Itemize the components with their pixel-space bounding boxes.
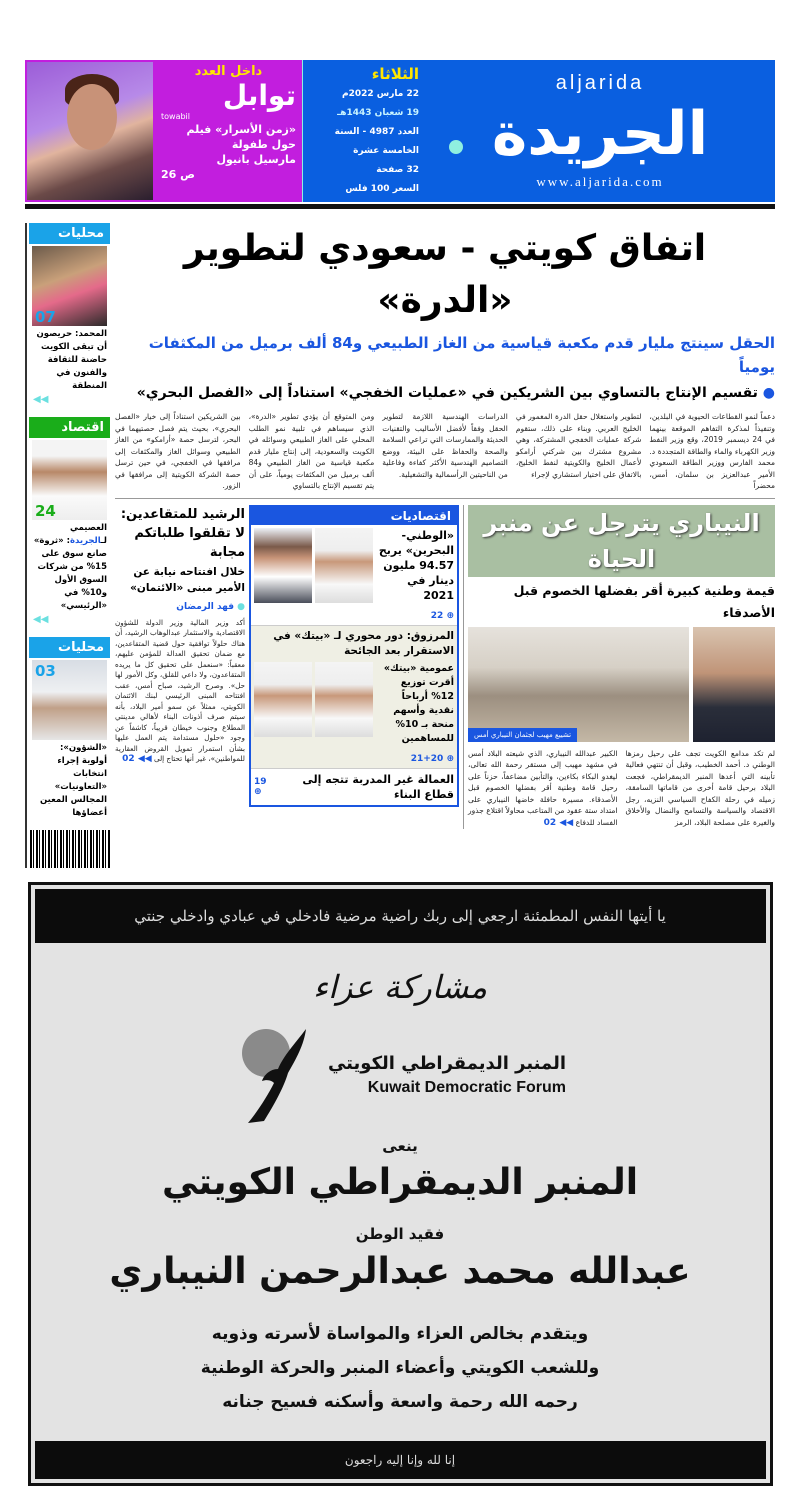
story-summary: عمومية «بيتك» أقرت توزيع 12% أرباحاً نقدية وأسهم منحة بـ 10% للمساهمين	[383, 662, 454, 744]
page-count: 32 صفحة	[376, 165, 419, 175]
quran-verse-banner: يا أيتها النفس المطمئنة ارجعي إلى ربك راضية مرضية فادخلي في عبادي وادخلي جنتي	[35, 889, 766, 943]
portrait-photo	[693, 627, 775, 742]
page-ref[interactable]: 21+20 ⊕	[410, 753, 454, 764]
author-name: فهد الرمضان	[176, 601, 234, 612]
sidebar-item-economy[interactable]	[29, 417, 110, 627]
economy-story[interactable]	[251, 525, 457, 626]
forum-name-arabic: المنبر الديمقراطي الكويتي	[327, 1053, 567, 1074]
website-link[interactable]: www.aljarida.com	[536, 174, 664, 189]
lead-body	[115, 411, 775, 499]
mourns-label: ينعى	[382, 1137, 418, 1155]
economy-story[interactable]	[251, 626, 457, 769]
lead-bullet	[115, 381, 775, 405]
issue-price: السعر 100 فلس	[345, 184, 419, 194]
page-number: 19	[254, 776, 267, 787]
logo-latin: aljarida	[555, 72, 645, 94]
condolence-line: ويتقدم بخالص العزاء والمواساة لأسرته وذويه	[211, 1324, 589, 1344]
page-number: 02	[543, 817, 557, 828]
page-number: 02	[122, 754, 135, 764]
issue-number: العدد 4987 - السنة الخامسة عشرة	[334, 127, 419, 156]
body-column	[468, 748, 618, 830]
forum-name-block	[328, 1051, 566, 1099]
body-column: لم تكد مدامع الكويت تجف على رحيل رمزها الوطني د. أحمد الخطيب، وقبل أن تنتهي فعالية تأبينه التي أعدها المنبر الديمقراطي، فجعت البلاد برحيل قامة أخرى من قاماتها السامقة، زميله في رحلة الكفاح السياسي النزيه، رجل الاقتصاد والسياسة والتسامح والنضال والأخلاق والغيرة على مصلحة البلاد، الرمز	[625, 748, 775, 827]
promo-brand-latin: towabil	[161, 112, 190, 121]
sidebar	[25, 223, 110, 868]
bullet-text: تقسيم الإنتاج بالتساوي بين الشريكين في «عمليات الخفجي» استناداً إلى «الفصل البحري»	[136, 385, 758, 401]
main-column	[115, 223, 775, 829]
forum-bird-logo-icon	[234, 1025, 314, 1125]
body-text: الكبير عبدالله النيباري، الذي شيعته البلاد أمس في مشهد مهيب إلى مستقر رحمة الله تعالى، ليغدو البكاء بكاءين، والتأبين مضاعفاً، حزناً على رحيل قامة وطنية أقر بفضلها الخصوم قبل الأصدقاء. مسيرة حافلة خاضها النيباري على امتداد ستة عقود من المتاعب محاولاً اقتلاع جذور الفساد للدفاع	[468, 748, 618, 827]
more-arrow-icon: ◀◀	[33, 394, 49, 405]
issue-day: الثلاثاء	[371, 65, 419, 83]
section-tab: محليات	[29, 637, 110, 658]
sidebar-item-local-2[interactable]	[29, 637, 110, 820]
page-ref[interactable]: 02 ◀◀	[122, 754, 152, 764]
newspaper-logo[interactable]	[425, 60, 775, 202]
bullet-icon: ●	[757, 385, 775, 401]
issue-info	[302, 60, 425, 202]
sidebar-item-local-1[interactable]	[29, 223, 110, 407]
sidebar-photo	[32, 440, 107, 520]
story-photos	[468, 627, 775, 742]
page-number: 22	[430, 610, 444, 621]
more-arrow-icon: ◀◀	[33, 614, 49, 625]
page-ref[interactable]: 02 ◀◀	[543, 817, 574, 828]
story-headline: المرزوق: دور محوري لـ «بيتك» في الاستقرار بعد الجائحة	[273, 629, 454, 657]
promo-headline-2: مارسيل بانيول	[216, 153, 296, 166]
promo-inside-label: داخل العدد	[194, 64, 263, 79]
forum-name-english: Kuwait Democratic Forum	[367, 1079, 567, 1096]
section-tab: محليات	[29, 223, 110, 244]
page-ref: 07	[35, 308, 56, 326]
deceased-name: عبدالله محمد عبدالرحمن النيباري	[109, 1251, 691, 1292]
author-dot-icon: ●	[234, 601, 245, 612]
page-ref: 24	[35, 502, 56, 520]
story-headline: «الوطني- البحرين» يربح 94.57 مليون دينار في 2021	[378, 528, 454, 602]
story-subheadline: قيمة وطنية كبيرة أقر بفضلها الخصوم قبل الأصدقاء	[513, 582, 775, 620]
promo-brand: توابل	[222, 79, 296, 112]
logo-dot-icon	[449, 140, 463, 154]
promo-headline: «زمن الأسرار» فيلم حول طفولة	[186, 123, 296, 151]
promo-page-ref: ص 26	[161, 168, 195, 181]
funeral-photo	[468, 627, 689, 742]
issue-hijri-date: 19 شعبان 1443هـ	[337, 108, 419, 118]
brand-name: الجريدة	[69, 536, 101, 546]
sidebar-caption	[29, 522, 110, 613]
condolence-line: رحمه الله رحمة واسعة وأسكنه فسيح جنانه	[222, 1392, 578, 1412]
body-column: لتطوير واستغلال حقل الدرة المغمور في الخليج العربي. وبناء على ذلك، ستقوم شركة عمليات الخفجي المشتركة، وهي مشروع مشترك بين شركتي أرامكو لأعمال الخليج والكويتية لنفط الخليج، بالاتفاق على اختيار استشاري لإجراء	[515, 412, 642, 479]
story-subheadline: خلال افتتاحه نيابة عن الأمير مبنى «الائتمان»	[130, 565, 245, 594]
forum-logo-row	[234, 1025, 566, 1125]
caption-prefix: العصيمي لـ	[69, 523, 107, 546]
logo-arabic: الجريدة	[491, 99, 709, 169]
nibari-story[interactable]	[463, 505, 775, 830]
caption-text: : «ثروة» صانع سوق على 15% من شركات السوق الأول و10% في «الرئيسي»	[33, 536, 107, 611]
author	[115, 602, 245, 612]
rashid-story[interactable]	[115, 505, 245, 765]
masthead-banner	[25, 60, 775, 202]
condolence-title: مشاركة عزاء	[312, 968, 488, 1006]
story-headline[interactable]: النيباري يترجل عن منبر الحياة	[468, 505, 775, 577]
section-tab: اقتصاديات	[251, 507, 457, 525]
person-photo	[315, 528, 373, 603]
person-photo	[254, 662, 312, 737]
barcode	[30, 830, 110, 868]
body-column	[115, 618, 245, 765]
page-number: 21+20	[410, 753, 444, 764]
economy-box	[249, 505, 459, 807]
main-headline[interactable]: اتفاق كويتي - سعودي لتطوير «الدرة»	[183, 228, 707, 321]
promo-text[interactable]	[155, 60, 302, 202]
divider	[25, 204, 775, 209]
footer-verse-banner: إنا لله وإنا إليه راجعون	[35, 1441, 766, 1479]
body-column: الدراسات الهندسية اللازمة لتطوير الحقل وفقاً لأفضل الأساليب والتقنيات الحديثة والممارسات التي تراعي السلامة والصحة والحفاظ على البيئة، ووضع التصاميم الهندسية الأكثر كفاءة وفاعلية من الناحيتين الرأسمالية والتشغيلية.	[382, 412, 508, 479]
section-tab: اقتصاد	[29, 417, 110, 438]
photo-caption: تشييع مهيب لجثمان النيباري أمس	[468, 728, 577, 742]
body-column: دعماً لنمو القطاعات الحيوية في البلدين، وتنفيذاً لمذكرة التفاهم الموقعة بينهما في 24 ديسمبر 2019، وقع وزير النفط وزير الكهرباء والماء والطاقة المتجددة د. محمد الفارس ووزير الطاقة السعودي الأمير عبدالعزيز بن سلمان، أمس، محضراً	[649, 412, 775, 490]
sidebar-photo	[32, 246, 107, 326]
page-ref: 03	[35, 662, 56, 680]
issue-date: 22 مارس 2022م	[341, 89, 419, 99]
body-text: أكد وزير المالية وزير الدولة للشؤون الاقتصادية والاستثمار عبدالوهاب الرشيد، أن هناك حلولاً توافقية حول قضية المتقاعدين، مع ضمان تحقيق العدالة للمؤمن عليهم، معقباً: «سنعمل على تحقيق كل ما يريده المتقاعدون، ولا داعي للقلق، وكل الأمور لها حل». وصرح الرشيد، صباح أمس، عقب افتتاحه المبنى الرئيسي لبنك الائتمان الكويتي، ممثلاً عن سمو أمير البلاد، بأنه سيتم صرف أذونات البناء لأهالي مدينتي المطلاع وجنوب خيطان قريباً، كاشفاً عن وجود «حلول مستدامة يتم العمل عليها بشأن استمرار تمويل القروض العقارية للمواطنين»، غير أنها تحتاج إلى	[115, 617, 245, 763]
sidebar-caption: المحمد: حريصون أن تبقى الكويت حاضنة للثقافة والفنون في المنطقة	[36, 329, 107, 391]
sidebar-caption: «الشؤون»: أولوية إجراء انتخابات «التعاونيات» المجالس المعين أعضاؤها	[39, 743, 107, 818]
lead-subheadline: الحقل سينتج مليار قدم مكعبة قياسية من الغاز الطبيعي و84 ألف برميل من المكثفات يومياً	[148, 334, 775, 376]
body-column: ومن المتوقع أن يؤدي تطوير «الدرة»، الذي سيساهم في تلبية نمو الطلب المحلي على الغاز الطبيعي وسوائله في الكويت والسعودية، إلى إنتاج مليار قدم مكعبة قياسية من الغاز الطبيعي و84 ألف برميل من المكثفات يومياً، على أن يتم تقسيم الإنتاج بالتساوي	[248, 412, 375, 490]
promo-photo	[25, 60, 155, 202]
story-headline[interactable]: الرشيد للمتقاعدين: لا تقلقوا طلباتكم مجابة	[120, 506, 245, 560]
page-ref[interactable]: 22 ⊕	[430, 610, 454, 621]
condolence-ad	[28, 882, 773, 1486]
person-photo	[315, 662, 373, 737]
condolence-line: وللشعب الكويتي وأعضاء المنبر والحركة الوطنية	[200, 1358, 600, 1378]
economy-story[interactable]	[251, 769, 457, 805]
loss-label: فقيد الوطن	[355, 1225, 445, 1243]
story-headline: العمالة غير المدربة تتجه إلى قطاع البناء	[302, 772, 454, 801]
forum-name-large: المنبر الديمقراطي الكويتي	[161, 1162, 639, 1203]
person-photo	[254, 528, 312, 603]
sidebar-photo	[32, 660, 107, 740]
body-column: بين الشريكين استناداً إلى خيار «الفصل البحري»، بحيث يتم فصل حصتيهما في البحر، لترسل حصة «أرامكو» من الغاز الطبيعي وسوائل الغاز والمكثفات إلى مرافقها في الخفجي، في حين ترسل حصة الشركة الكويتية إلى مرافقها في الزور.	[115, 412, 241, 490]
page-ref[interactable]: 19 ⊕	[254, 776, 267, 797]
